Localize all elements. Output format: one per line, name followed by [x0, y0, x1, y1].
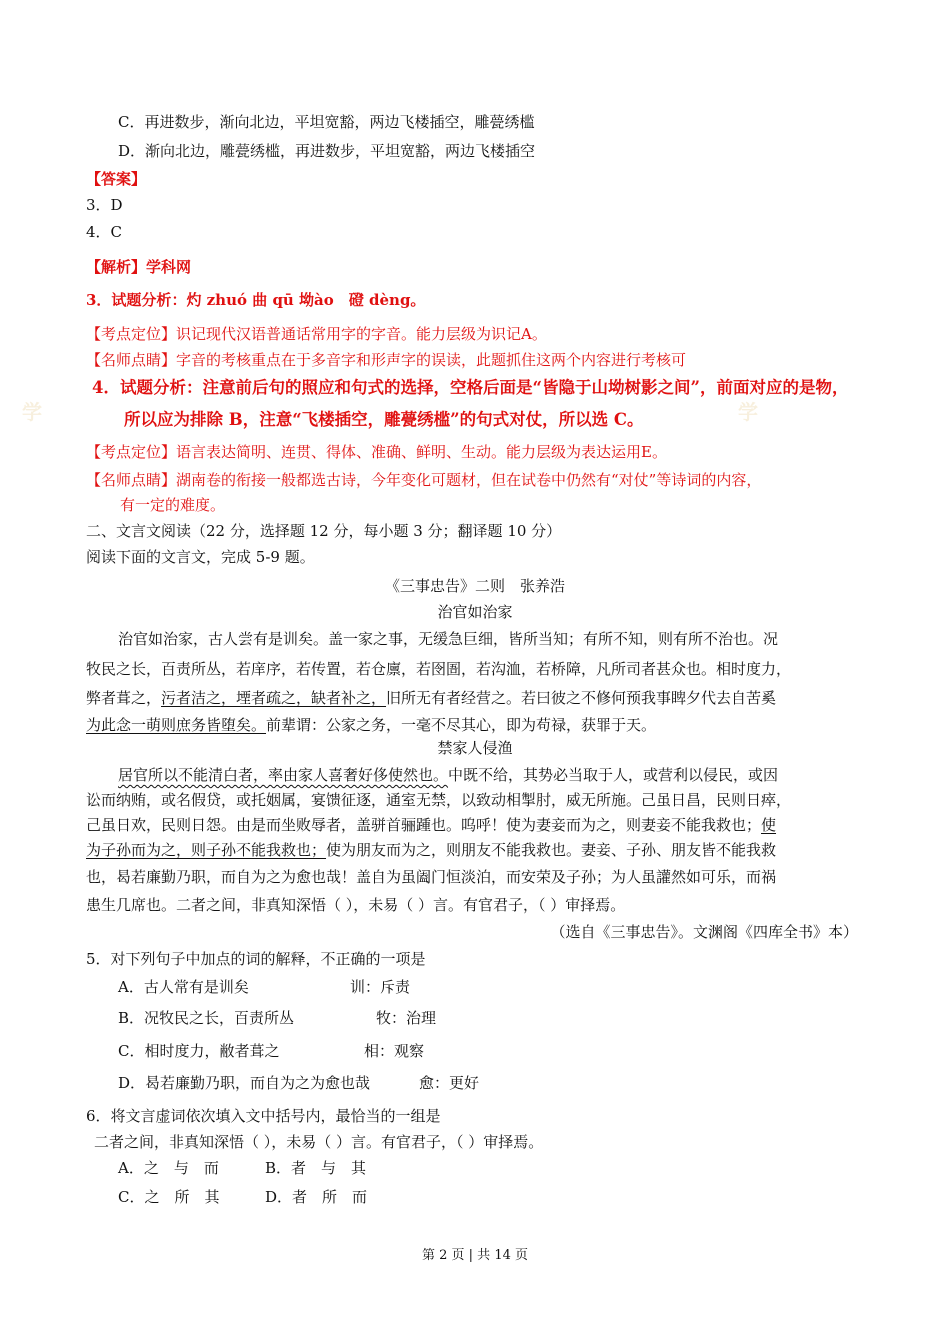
passage-line: 居官所以不能清白者，率由家人喜奢好侈使然也。中既不给，其势必当取于人，或营利以侵民，或因	[118, 766, 779, 784]
q3-analysis: 3．试题分析：灼 zhuó 曲 qū 坳ào 磴 dèng。	[86, 291, 426, 309]
q6-option-c: C．之 所 其	[118, 1188, 220, 1206]
answer-heading: 【答案】	[86, 170, 147, 188]
q5-option-d-explain: 愈：更好	[419, 1074, 480, 1092]
underlined-sentence: 为子孙而为之，则子孙不能我救也；	[86, 841, 327, 859]
section-heading: 二、文言文阅读（22 分，选择题 12 分，每小题 3 分；翻译题 10 分）	[86, 522, 562, 540]
passage-line: 也，曷若廉勤乃职，而自为之为愈也哉！盖自为虽阖门恒淡泊，而安荣及子孙；为人虽讙然如可乐，而祸	[86, 868, 777, 886]
part1-title: 治官如治家	[437, 603, 513, 621]
q4-mingshi-line2: 有一定的难度。	[120, 496, 226, 514]
q6-option-b: B．者 与 其	[265, 1159, 367, 1177]
answer-3: 3．D	[86, 196, 123, 214]
q4-mingshi-line1: 【名师点睛】湖南卷的衔接一般都选古诗，今年变化可题材，但在试卷中仍然有“对仗”等诗词的内容，	[86, 471, 762, 489]
passage-line: 牧民之长，百责所丛，若庠序，若传置，若仓廪，若囹圄，若沟洫，若桥障，凡所司者甚众也。相时度力，	[86, 660, 792, 678]
answer-4: 4．C	[86, 223, 123, 241]
q5-option-b-explain: 牧：治理	[376, 1009, 437, 1027]
passage-line: 讼而纳贿，或名假贷，或托姻属，宴馈征逐，通室无禁，以致动相掣肘，威无所施。己虽日昌，民则日瘁，	[86, 791, 792, 809]
q4-kaodian: 【考点定位】语言表达简明、连贯、得体、准确、鲜明、生动。能力层级为表达运用E。	[86, 443, 667, 461]
q5-option-d: D．曷若廉勤乃职，而自为之为愈也哉	[118, 1074, 371, 1092]
q5-option-b: B．况牧民之长，百责所丛	[118, 1009, 295, 1027]
watermark-logo: 学	[22, 400, 42, 424]
passage-line: 患生几席也。二者之间，非真知深悟（ ），未易（ ）言。有官君子，（ ）审择焉。	[86, 896, 626, 914]
underlined-sentence: 污者洁之，堙者疏之，缺者补之，	[161, 689, 387, 707]
q4-analysis-line1: 4．试题分析：注意前后句的照应和句式的选择，空格后面是“皆隐于山坳树影之间”，前面对应的是物，	[92, 378, 849, 397]
analysis-heading: 【解析】学科网	[86, 258, 192, 276]
passage-line: 为子孙而为之，则子孙不能我救也；使为朋友而为之，则朋友不能我救也。妻妾、子孙、朋友皆不能我救	[86, 841, 777, 859]
q5-option-c-explain: 相：观察	[364, 1042, 425, 1060]
underlined-sentence: 居官所以不能清白者，率由家人喜奢好侈使然也。	[118, 766, 449, 784]
passage-line: 治官如治家，古人尝有是训矣。盖一家之事，无缓急巨细，皆所当知；有所不知，则有所不治也。况	[118, 630, 779, 648]
q6-stem: 6．将文言虚词依次填入文中括号内，最恰当的一组是	[86, 1107, 441, 1125]
page-number: 第 2 页 | 共 14 页	[422, 1248, 528, 1263]
section-instruction: 阅读下面的文言文，完成 5-9 题。	[86, 548, 315, 566]
q6-option-a: A．之 与 而	[118, 1159, 219, 1177]
q5-stem: 5．对下列句子中加点的词的解释，不正确的一项是	[86, 950, 426, 968]
part2-title: 禁家人侵渔	[437, 739, 513, 757]
q5-option-a: A．古人常有是训矣	[118, 978, 249, 996]
underlined-sentence: 使	[761, 816, 777, 834]
watermark-logo: 学	[738, 400, 758, 424]
option-d: D．渐向北边，雕甍绣槛，再进数步，平坦宽豁，两边飞楼插空	[118, 142, 536, 160]
passage-source: （选自《三事忠告》。文渊阁《四库全书》本）	[550, 923, 858, 941]
passage-line: 己虽日欢，民则日怨。由是而坐败辱者，盖骈首骊踵也。呜呼！使为妻妾而为之，则妻妾不能我救也；使	[86, 816, 777, 834]
passage-line: 为此念一萌则庶务皆堕矣。前辈谓：公家之务，一毫不尽其心，即为苟禄，获罪于天。	[86, 716, 657, 734]
passage-title: 《三事忠告》二则 张养浩	[384, 577, 565, 595]
q6-sentence: 二者之间，非真知深悟（ ），未易（ ）言。有官君子，（ ）审择焉。	[94, 1133, 544, 1151]
q5-option-a-explain: 训：斥责	[350, 978, 411, 996]
q4-analysis-line2: 所以应为排除 B，注意“飞楼插空，雕甍绣槛”的句式对仗，所以选 C。	[124, 410, 644, 429]
underlined-sentence: 为此念一萌则庶务皆堕矣。	[86, 716, 267, 734]
q3-mingshi: 【名师点睛】字音的考核重点在于多音字和形声字的误读，此题抓住这两个内容进行考核可	[86, 351, 687, 369]
q6-option-d: D．者 所 而	[265, 1188, 368, 1206]
q3-kaodian: 【考点定位】识记现代汉语普通话常用字的字音。能力层级为识记A。	[86, 325, 547, 343]
passage-line: 弊者葺之，污者洁之，堙者疏之，缺者补之，旧所无有者经营之。若曰彼之不修何预我事睥夕代去自苦奚	[86, 689, 777, 707]
q5-option-c: C．相时度力，敝者葺之	[118, 1042, 280, 1060]
option-c: C．再进数步，渐向北边，平坦宽豁，两边飞楼插空，雕甍绣槛	[118, 113, 535, 131]
